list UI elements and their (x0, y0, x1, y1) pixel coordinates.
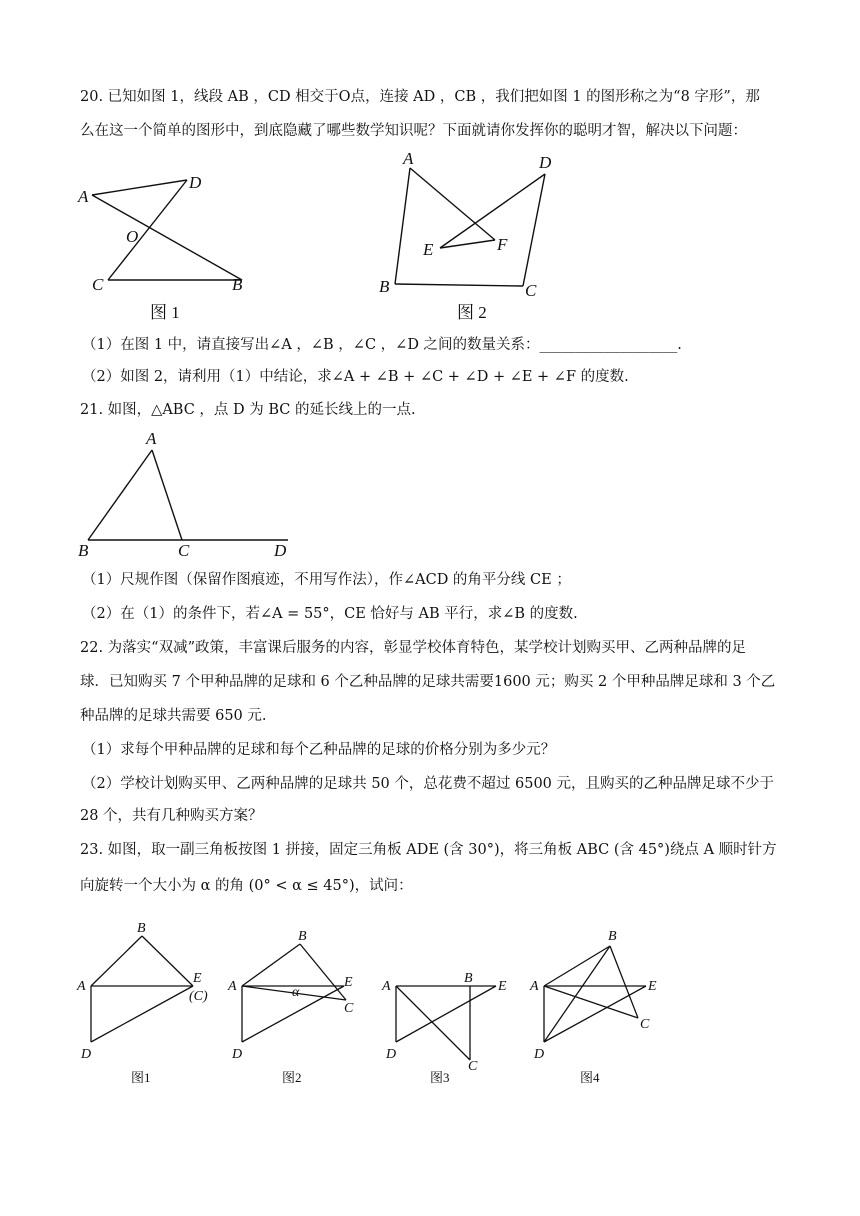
q21-part1: （1）尺规作图（保留作图痕迹，不用写作法），作∠ACD 的角平分线 CE ； (82, 572, 571, 588)
q23-fig2-caption: 图2 (282, 1070, 302, 1085)
q20-fig2-label-F: F (497, 235, 508, 254)
q23-fig2-label-B: B (298, 929, 307, 944)
q20-part2: （2）如图 2，请利用（1）中结论，求∠A + ∠B + ∠C + ∠D + ∠E + ∠F 的度数. (82, 369, 629, 385)
q21-line1: 21. 如图，△ABC ，点 D 为 BC 的延长线上的一点. (80, 402, 416, 418)
q20-part1: （1）在图 1 中，请直接写出∠A ，∠B ，∠C ，∠D 之间的数量关系：___________________. (82, 337, 682, 353)
q20-line1: 20. 已知如图 1，线段 AB ，CD 相交于O点，连接 AD ，CB ，我们把如图 1 的图形称之为“8 字形”，那 (80, 89, 760, 105)
q21-label-C: C (178, 541, 190, 560)
q22-part1: （1）求每个甲种品牌的足球和每个乙种品牌的足球的价格分别为多少元？ (82, 742, 556, 758)
q23-fig2-label-A: A (228, 979, 237, 994)
q21-label-B: B (78, 541, 89, 560)
q21-part2: （2）在（1）的条件下，若∠A = 55°，CE 恰好与 AB 平行，求∠B 的度数. (82, 606, 578, 622)
q23-fig4-label-A: A (530, 979, 539, 994)
q23-fig2-label-C: C (344, 1001, 354, 1016)
q21-figure (70, 428, 310, 563)
q23-fig2-label-E: E (344, 975, 353, 990)
q20-fig1-label-B: B (232, 275, 243, 294)
q23-fig1-caption: 图1 (131, 1070, 151, 1085)
q23-fig4-label-B: B (608, 929, 617, 944)
q20-fig2-caption: 图 2 (457, 303, 487, 322)
q23-fig4-label-E: E (648, 979, 657, 994)
q22-line3: 种品牌的足球共需要 650 元. (80, 708, 267, 724)
q23-fig4-caption: 图4 (580, 1070, 600, 1085)
q21-label-D: D (274, 541, 287, 560)
q23-figure3 (378, 918, 523, 1088)
q23-fig2-label-alpha: α (292, 985, 300, 1000)
q23-fig2-label-D: D (232, 1047, 243, 1062)
q20-line2: 么在这一个简单的图形中，到底隐藏了哪些数学知识呢？下面就请你发挥你的聪明才智，解决以下问题： (80, 123, 747, 139)
q23-line2: 向旋转一个大小为 α 的角 (0° < α ≤ 45°)，试问： (80, 878, 413, 894)
q22-line2: 球．已知购买 7 个甲种品牌的足球和 6 个乙种品牌的足球共需要1600 元；购买 2 个甲种品牌足球和 3 个乙 (80, 674, 776, 690)
q20-fig1-label-D: D (189, 173, 202, 192)
q23-figure2 (226, 918, 371, 1088)
q23-fig1-label-E: E (193, 971, 202, 986)
q23-fig3-label-A: A (382, 979, 391, 994)
q23-figure1 (75, 918, 220, 1088)
q20-fig2-label-D: D (539, 153, 552, 172)
q23-fig1-label-D: D (81, 1047, 92, 1062)
q20-fig1-label-A: A (78, 187, 89, 206)
q23-figure4 (528, 918, 673, 1088)
q23-fig3-label-E: E (498, 979, 507, 994)
q23-fig3-label-B: B (464, 971, 473, 986)
q22-line1: 22. 为落实“双减”政策，丰富课后服务的内容，彰显学校体育特色，某学校计划购买甲、乙两种品牌的足 (80, 640, 746, 656)
q23-fig3-label-D: D (386, 1047, 397, 1062)
q20-fig2-label-E: E (423, 240, 434, 259)
q20-fig2-label-B: B (379, 277, 390, 296)
q20-fig1-label-O: O (126, 227, 139, 246)
q23-line1: 23. 如图，取一副三角板按图 1 拼接，固定三角板 ADE (含 30°)，将三角板 ABC (含 45°)绕点 A 顺时针方 (80, 842, 777, 858)
q23-fig4-label-D: D (534, 1047, 545, 1062)
q23-fig1-label-C: (C) (189, 989, 208, 1004)
q23-fig1-label-A: A (77, 979, 86, 994)
q20-fig2-label-C: C (525, 281, 537, 300)
q23-fig3-label-C: C (468, 1059, 478, 1074)
q23-fig3-caption: 图3 (430, 1070, 450, 1085)
q23-fig4-label-C: C (640, 1017, 650, 1032)
q20-figure1 (70, 160, 270, 325)
q20-figure2 (375, 148, 575, 326)
q20-fig1-label-C: C (92, 275, 104, 294)
q20-fig2-label-A: A (403, 149, 414, 168)
q22-part2b: 28 个，共有几种购买方案？ (80, 808, 263, 824)
q20-fig1-caption: 图 1 (150, 303, 180, 322)
q23-fig1-label-B: B (137, 921, 146, 936)
q21-label-A: A (146, 429, 157, 448)
q22-part2a: （2）学校计划购买甲、乙两种品牌的足球共 50 个，总花费不超过 6500 元，且购买的乙种品牌足球不少于 (82, 776, 775, 792)
